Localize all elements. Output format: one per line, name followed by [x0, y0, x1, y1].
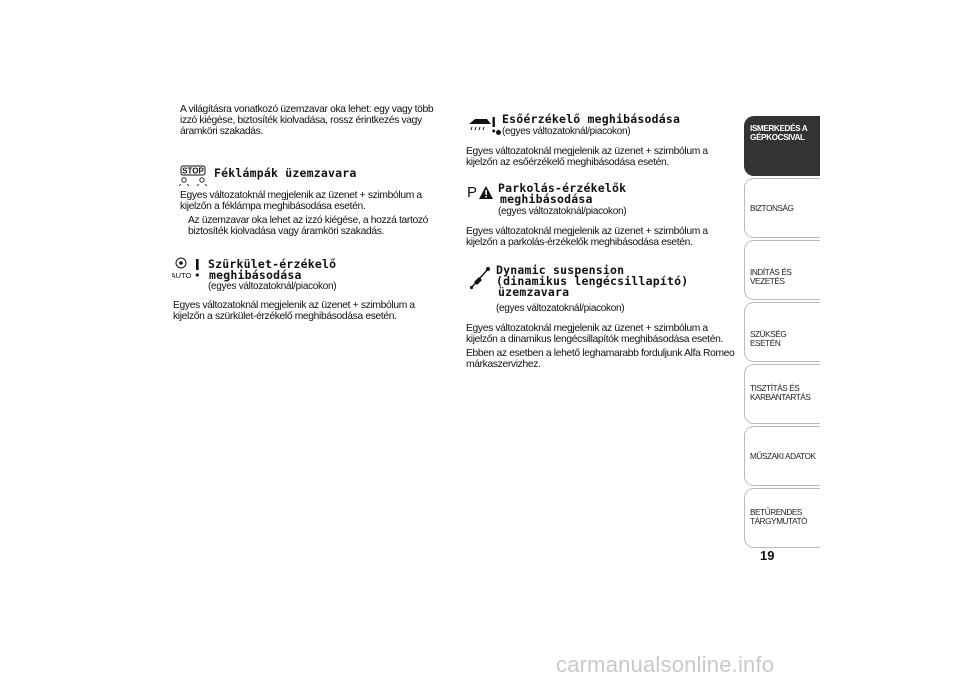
rain-sensor-body: [466, 146, 738, 168]
parking-sensors-title-line-2: meghibásodása: [500, 192, 593, 206]
parking-sensors-title-line-1: Parkolás-érzékelők: [498, 181, 627, 195]
rain-sensor-icon: [466, 114, 496, 138]
rain-sensor-title: Esőérzékelő meghibásodása: [502, 112, 681, 126]
shock-absorber-icon: [468, 265, 492, 291]
dynamic-suspension-body: [466, 323, 738, 370]
tab-inditas[interactable]: [744, 240, 820, 300]
dynamic-suspension-title: [496, 265, 688, 298]
dusk-sensor-para-1: Egyes változatoknál megjelenik az üzenet + szimbólum a kijelzőn a szürkület-érzékelő meghibásodása esetén.: [173, 300, 415, 322]
page-number: 19: [760, 548, 775, 563]
dusk-sensor-body: [173, 300, 443, 322]
dusk-sensor-icon: [172, 256, 202, 282]
dynamic-suspension-para-1: Egyes változatoknál megjelenik az üzenet + szimbólum a kijelzőn a dinamikus lengécsillapítók meghibásodása esetén.: [466, 323, 723, 345]
dynamic-suspension-title-line-1: Dynamic suspension: [496, 263, 625, 277]
rain-sensor-subtitle: (egyes változatoknál/piacokon): [502, 126, 631, 137]
brake-lights-title: Féklámpák üzemzavara: [214, 166, 357, 180]
tab-label: ISMERKEDÉS A GÉPKOCSIVAL: [750, 124, 807, 142]
tab-biztonsag[interactable]: [744, 178, 820, 238]
tab-tisztitas[interactable]: [744, 364, 820, 424]
brake-lights-body: [180, 190, 444, 237]
parking-sensors-body: [466, 226, 738, 248]
rain-sensor-bullet: [496, 130, 501, 135]
parking-sensor-icon: [466, 182, 496, 202]
dynamic-suspension-para-2: Ebben az esetben a lehető leghamarabb forduljunk Alfa Romeo márkaszervizhez.: [466, 348, 735, 370]
tab-label: MŰSZAKI ADATOK: [750, 452, 816, 461]
parking-sensors-subtitle: (egyes változatoknál/piacokon): [498, 206, 627, 217]
dynamic-suspension-title-line-3: üzemzavara: [498, 285, 570, 299]
tab-targymutato[interactable]: [744, 488, 820, 548]
tab-label: BETŰRENDES TÁRGYMUTATÓ: [750, 508, 808, 526]
stop-icon-label: STOP: [182, 166, 204, 176]
auto-icon-label: AUTO: [172, 271, 192, 280]
parking-sensors-title: [498, 183, 626, 205]
tab-label: SZÜKSÉG ESETÉN: [750, 330, 787, 348]
tab-label: INDÍTÁS ÉS VEZETÉS: [750, 268, 792, 286]
tab-label: BIZTONSÁG: [750, 204, 794, 213]
tab-ismerkedes[interactable]: [744, 116, 820, 176]
left-column: [180, 104, 442, 137]
svg-text:P: P: [467, 184, 478, 201]
rain-sensor-para-1: Egyes változatoknál megjelenik az üzenet + szimbólum a kijelzőn az esőérzékelő meghibásodása esetén.: [466, 146, 708, 168]
tab-label: TISZTÍTÁS ÉS KARBANTARTÁS: [750, 384, 811, 402]
dynamic-suspension-subtitle: (egyes változatoknál/piacokon): [496, 303, 625, 314]
stop-light-icon: [178, 165, 208, 187]
watermark-text: carmanualsonline.info: [556, 652, 775, 677]
tab-szukseg[interactable]: [744, 302, 820, 362]
lighting-intro-text: A világításra vonatkozó üzemzavar oka lehet: egy vagy több izzó kiégése, biztosíték kiolvadása, rossz érintkezés vagy áramköri szakadás.: [180, 104, 434, 137]
dusk-sensor-subtitle: (egyes változatoknál/piacokon): [208, 281, 337, 292]
parking-sensors-para-1: Egyes változatoknál megjelenik az üzenet + szimbólum a kijelzőn a parkolás-érzékelők meghibásodása esetén.: [466, 226, 708, 248]
dusk-sensor-title-line-2: meghibásodása: [209, 268, 302, 282]
dusk-sensor-title: [208, 259, 336, 281]
brake-lights-para-1: Egyes változatoknál megjelenik az üzenet + szimbólum a kijelzőn a féklámpa meghibásodása esetén.: [180, 190, 422, 212]
dynamic-suspension-title-line-2: (dinamikus lengécsillapító): [496, 274, 689, 288]
tab-muszaki[interactable]: [744, 426, 820, 486]
dusk-sensor-title-line-1: Szürkület-érzékelő: [208, 257, 337, 271]
brake-lights-para-2: Az üzemzavar oka lehet az izzó kiégése, a hozzá tartozó biztosíték kiolvadása vagy áramköri szakadás.: [188, 215, 429, 237]
